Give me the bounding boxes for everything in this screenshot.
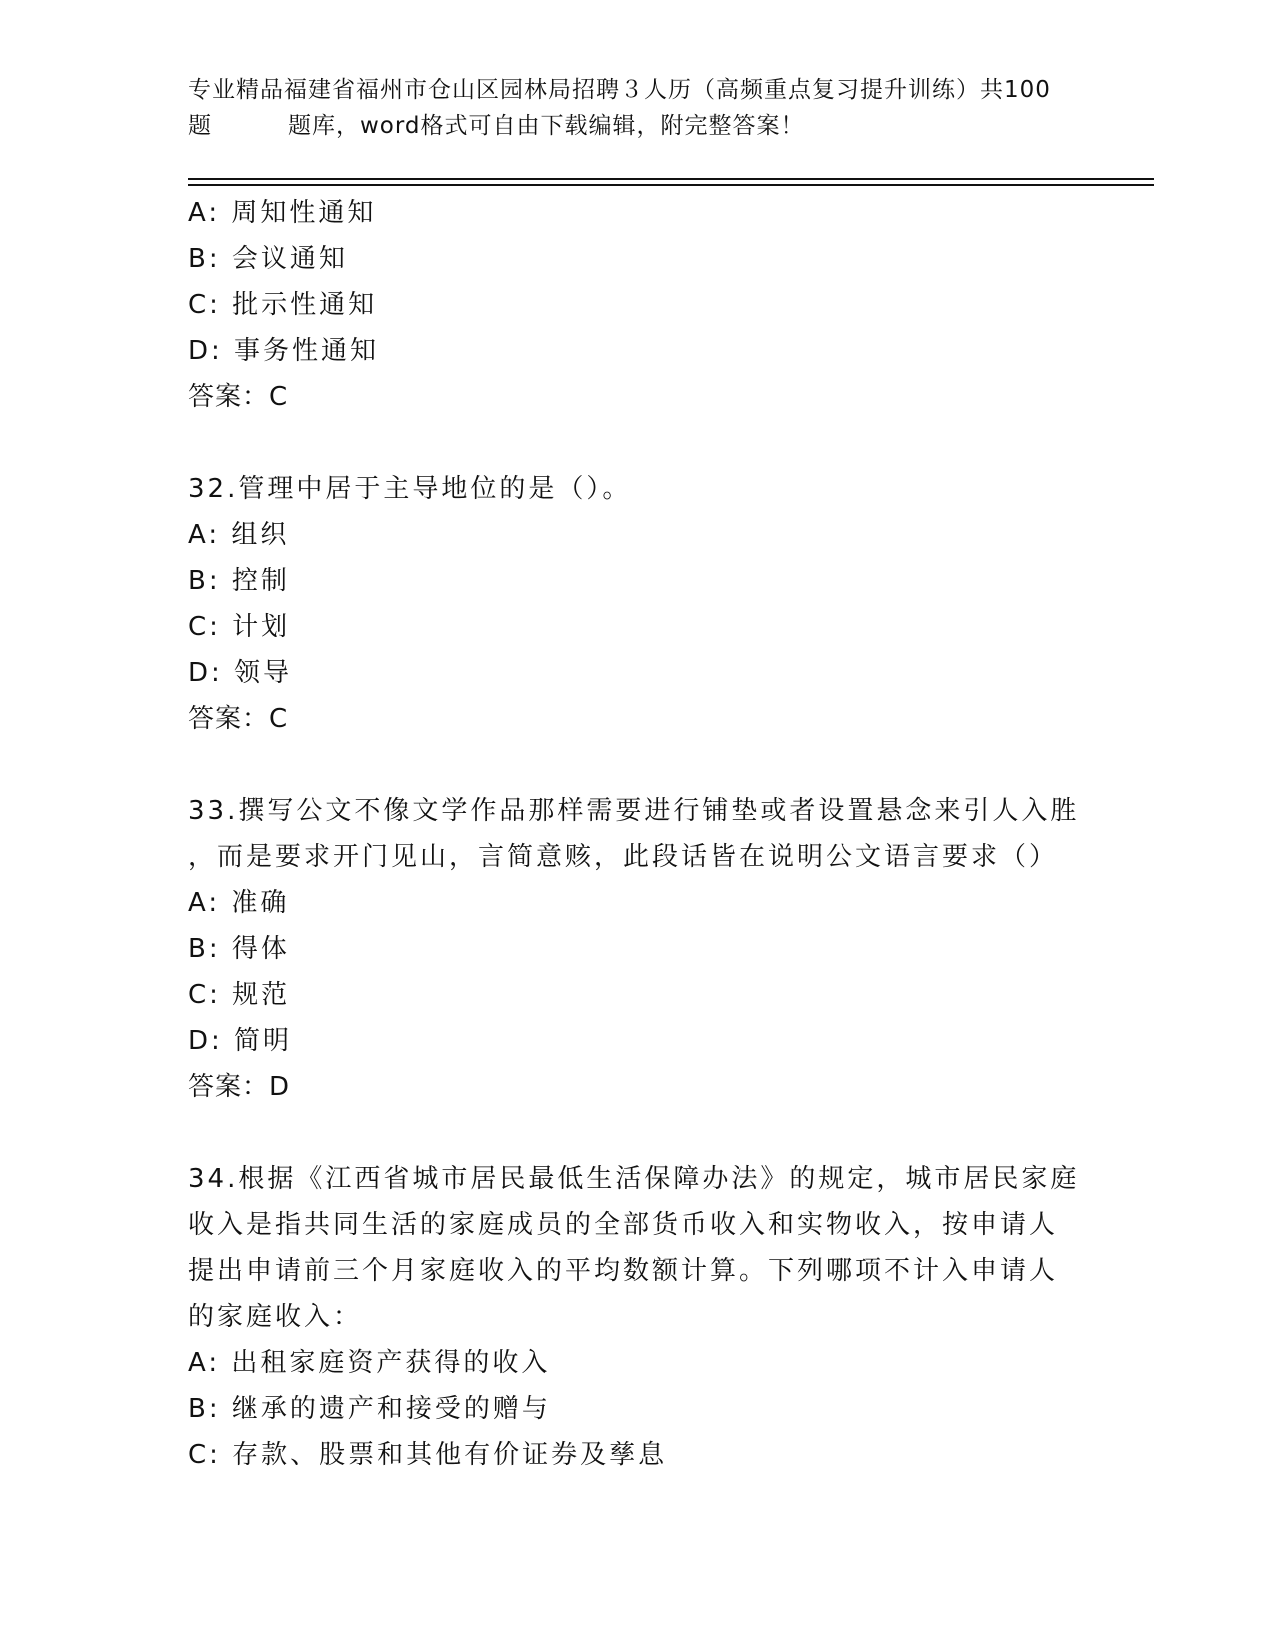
option-d: D: 领导 (188, 658, 293, 688)
question-stem-line: 的家庭收入： (188, 1302, 363, 1332)
header-line-2-text: 题库，word格式可自由下载编辑，附完整答案！ (288, 113, 805, 139)
header-line-1: 专业精品福建省福州市仓山区园林局招聘３人历（高频重点复习提升训练）共100 (188, 77, 1051, 103)
option-d: D: 简明 (188, 1026, 293, 1056)
spacer (188, 420, 1088, 466)
option-a: A: 组织 (188, 520, 290, 550)
header-line-2 (188, 108, 1088, 144)
option-c: C: 存款、股票和其他有价证券及孳息 (188, 1440, 668, 1470)
document-header (188, 72, 1088, 144)
answer: 答案：C (188, 704, 289, 734)
option-d: D: 事务性通知 (188, 336, 380, 366)
option-a: A: 出租家庭资产获得的收入 (188, 1348, 551, 1378)
option-b: B: 继承的遗产和接受的赠与 (188, 1394, 551, 1424)
header-divider-bottom (188, 184, 1154, 186)
question-31 (188, 190, 1088, 420)
option-c: C: 批示性通知 (188, 290, 378, 320)
option-c: C: 规范 (188, 980, 291, 1010)
answer: 答案：C (188, 382, 289, 412)
spacer (188, 742, 1088, 788)
question-stem-line: 提出申请前三个月家庭收入的平均数额计算。下列哪项不计入申请人 (188, 1256, 1059, 1286)
header-divider-top (188, 178, 1154, 180)
option-b: B: 会议通知 (188, 244, 348, 274)
question-stem-line: 34.根据《江西省城市居民最低生活保障办法》的规定，城市居民家庭 (188, 1164, 1080, 1194)
header-line-2-lead: 题 (188, 113, 212, 139)
question-list (188, 190, 1088, 1478)
option-a: A: 准确 (188, 888, 290, 918)
spacer (188, 1110, 1088, 1156)
question-stem-line: 33.撰写公文不像文学作品那样需要进行铺垫或者设置悬念来引人入胜 (188, 796, 1080, 826)
question-34 (188, 1156, 1088, 1478)
question-stem-line: 收入是指共同生活的家庭成员的全部货币收入和实物收入，按申请人 (188, 1210, 1059, 1240)
question-stem-line: ，而是要求开门见山，言简意赅，此段话皆在说明公文语言要求（） (188, 842, 1059, 872)
question-stem: 32.管理中居于主导地位的是（）。 (188, 474, 632, 504)
option-b: B: 控制 (188, 566, 290, 596)
question-32 (188, 466, 1088, 742)
option-c: C: 计划 (188, 612, 291, 642)
question-33 (188, 788, 1088, 1110)
answer: 答案：D (188, 1072, 291, 1102)
option-b: B: 得体 (188, 934, 290, 964)
option-a: A: 周知性通知 (188, 198, 377, 228)
